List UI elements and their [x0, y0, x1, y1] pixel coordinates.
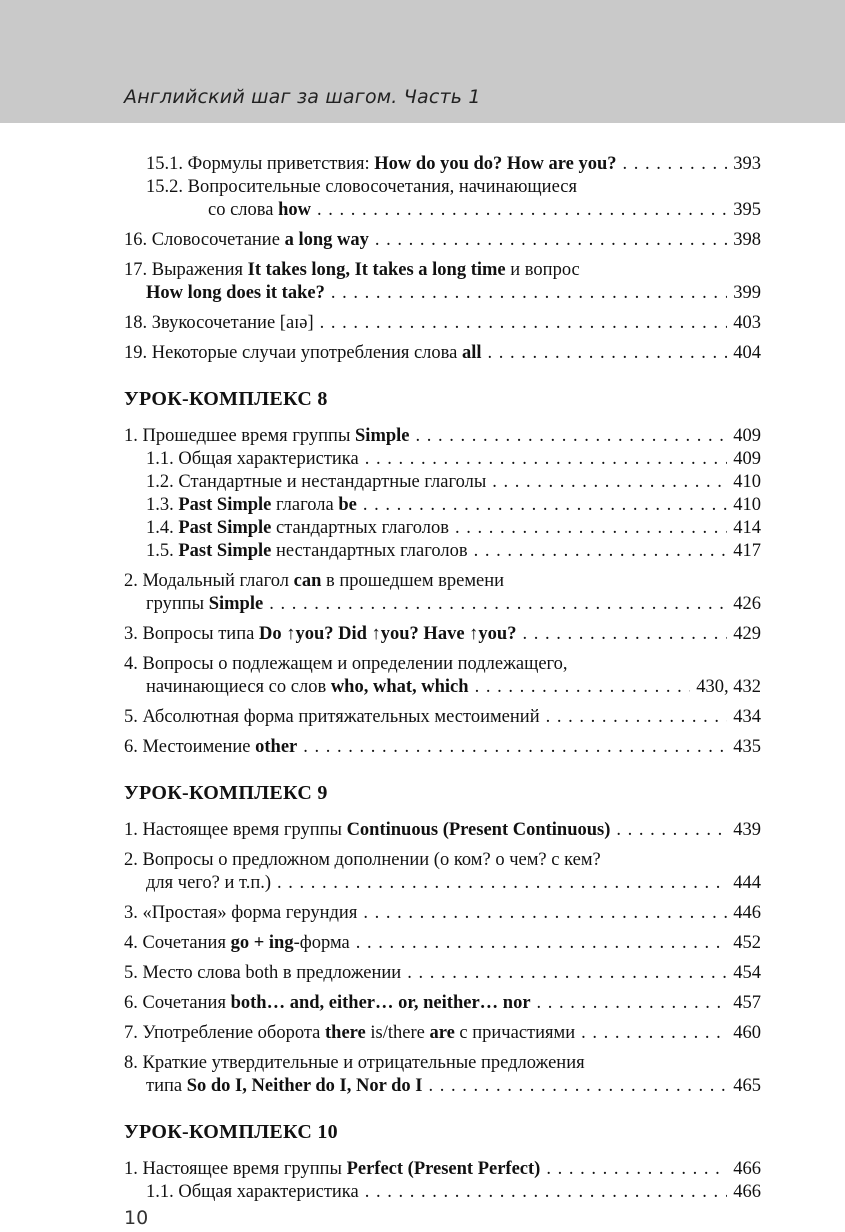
page-ref: 403: [733, 313, 761, 333]
dot-leader: [357, 902, 727, 925]
toc-entry: 6. Сочетания both… and, either… or, neither… nor . . . 457: [124, 992, 761, 1015]
toc-entry-15-2: 15.2. Вопросительные словосочетания, начинающиеся со слова how . . . 395: [124, 176, 761, 222]
dot-leader: [422, 1075, 727, 1098]
page-ref: 444: [733, 873, 761, 893]
toc-entry: 5. Абсолютная форма притяжательных местоимений . . . 434: [124, 706, 761, 729]
dot-leader: [449, 517, 727, 540]
toc-entry: 4. Вопросы о подлежащем и определении подлежащего, начинающиеся со слов who, what, which . . . 430, 432: [124, 653, 761, 699]
dot-leader: [610, 819, 727, 842]
page-ref: 398: [733, 230, 761, 250]
dot-leader: [531, 992, 728, 1015]
page-ref: 414: [733, 518, 761, 538]
toc-entry-16: 16. Словосочетание a long way . . . 398: [124, 229, 761, 252]
toc-entry: 1.2. Стандартные и нестандартные глаголы . . . 410: [124, 471, 761, 494]
page-ref: 399: [733, 283, 761, 303]
table-of-contents: [124, 153, 761, 1204]
page-ref: 446: [733, 903, 761, 923]
toc-entry: 6. Местоимение other . . . 435: [124, 736, 761, 759]
running-title: Английский шаг за шагом. Часть 1: [124, 86, 481, 108]
section-heading-9: УРОК-КОМПЛЕКС 9: [124, 782, 328, 804]
dot-leader: [486, 471, 727, 494]
dot-leader: [468, 540, 728, 563]
dot-leader: [516, 623, 727, 646]
page-header: [0, 0, 845, 123]
dot-leader: [369, 229, 727, 252]
page-ref: 409: [733, 449, 761, 469]
page-ref: 460: [733, 1023, 761, 1043]
page-ref: 404: [733, 343, 761, 363]
toc-entry: 1. Прошедшее время группы Simple . . . 409: [124, 425, 761, 448]
page-ref: 466: [733, 1182, 761, 1202]
dot-leader: [540, 706, 728, 729]
page-ref: 434: [733, 707, 761, 727]
dot-leader: [469, 676, 691, 699]
page-ref: 393: [733, 154, 761, 174]
toc-entry: 3. Вопросы типа Do ↑you? Did ↑you? Have ↑you? . . . 429: [124, 623, 761, 646]
dot-leader: [271, 872, 727, 895]
dot-leader: [325, 282, 727, 305]
page-ref: 430, 432: [696, 677, 761, 697]
dot-leader: [359, 1181, 728, 1204]
page-ref: 429: [733, 624, 761, 644]
page-ref: 426: [733, 594, 761, 614]
dot-leader: [359, 448, 728, 471]
page-ref: 457: [733, 993, 761, 1013]
toc-entry-17: 17. Выражения It takes long, It takes a long time и вопрос How long does it take? . . . 399: [124, 259, 761, 305]
toc-entry: 1.4. Past Simple стандартных глаголов . . . 414: [124, 517, 761, 540]
page-ref: 466: [733, 1159, 761, 1179]
toc-entry: 1. Настоящее время группы Continuous (Present Continuous) . . . 439: [124, 819, 761, 842]
page-ref: 417: [733, 541, 761, 561]
dot-leader: [263, 593, 727, 616]
dot-leader: [314, 312, 728, 335]
section-heading-10: УРОК-КОМПЛЕКС 10: [124, 1121, 338, 1143]
page-number: 10: [124, 1207, 149, 1229]
toc-entry-18: 18. Звукосочетание [aɪə] . . . 403: [124, 312, 761, 335]
toc-entry: 1.1. Общая характеристика . . . 409: [124, 448, 761, 471]
dot-leader: [311, 199, 727, 222]
toc-entry: 5. Место слова both в предложении . . . 454: [124, 962, 761, 985]
page-ref: 452: [733, 933, 761, 953]
dot-leader: [357, 494, 727, 517]
page-ref: 435: [733, 737, 761, 757]
toc-entry-15-1: 15.1. Формулы приветствия: How do you do? How are you? . . . 393: [124, 153, 761, 176]
page-ref: 395: [733, 200, 761, 220]
section-heading-8: УРОК-КОМПЛЕКС 8: [124, 388, 328, 410]
page-ref: 410: [733, 495, 761, 515]
dot-leader: [401, 962, 727, 985]
dot-leader: [575, 1022, 727, 1045]
toc-entry: 7. Употребление оборота there is/there are с причастиями . . . 460: [124, 1022, 761, 1045]
toc-entry: 8. Краткие утвердительные и отрицательные предложения типа So do I, Neither do I, Nor do I . . . 465: [124, 1052, 761, 1098]
page-ref: 465: [733, 1076, 761, 1096]
toc-entry: 2. Модальный глагол can в прошедшем времени группы Simple . . . 426: [124, 570, 761, 616]
dot-leader: [482, 342, 728, 365]
page-ref: 409: [733, 426, 761, 446]
toc-entry: 1. Настоящее время группы Perfect (Present Perfect) . . . 466: [124, 1158, 761, 1181]
page-ref: 454: [733, 963, 761, 983]
dot-leader: [350, 932, 728, 955]
dot-leader: [410, 425, 728, 448]
toc-entry-19: 19. Некоторые случаи употребления слова all . . . 404: [124, 342, 761, 365]
toc-entry: 4. Сочетания go + ing-форма . . . 452: [124, 932, 761, 955]
dot-leader: [617, 153, 728, 176]
toc-entry: 1.3. Past Simple глагола be . . . 410: [124, 494, 761, 517]
toc-entry: 3. «Простая» форма герундия . . . 446: [124, 902, 761, 925]
page-ref: 410: [733, 472, 761, 492]
toc-entry: 1.5. Past Simple нестандартных глаголов . . . 417: [124, 540, 761, 563]
page-ref: 439: [733, 820, 761, 840]
dot-leader: [297, 736, 727, 759]
toc-entry: 2. Вопросы о предложном дополнении (о ком? о чем? с кем? для чего? и т.п.) . . . 444: [124, 849, 761, 895]
toc-entry: 1.1. Общая характеристика . . . 466: [124, 1181, 761, 1204]
dot-leader: [540, 1158, 727, 1181]
